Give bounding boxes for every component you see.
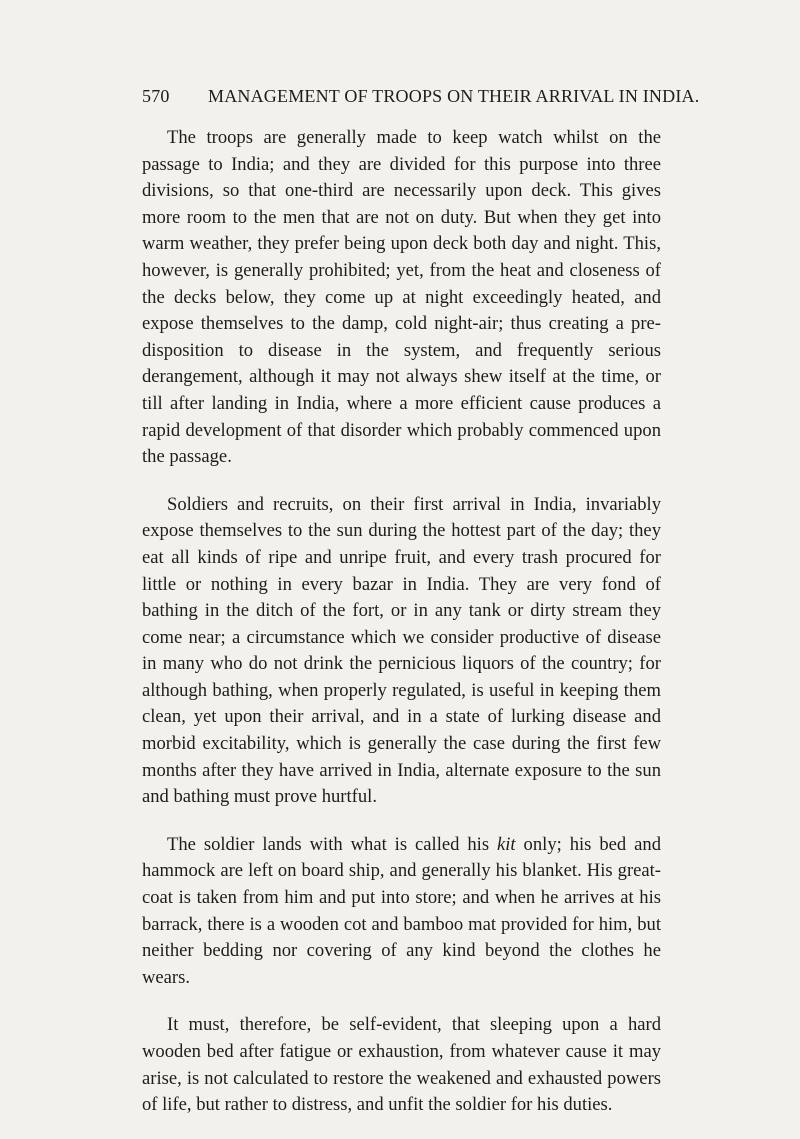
paragraph-3-start: The soldier lands with what is called his — [167, 833, 498, 855]
running-head — [142, 86, 700, 107]
page-number: 570 — [142, 86, 170, 106]
paragraph-3-end: only; his bed and hammock are left on board ship, and generally his blanket. His great-coat is taken from him and put into store; and when he arrives at his barrack, there is a wooden cot and bamboo mat provided for him, but neither bedding nor covering of any kind beyond the clothes he wears. — [142, 833, 661, 988]
chapter-title: MANAGEMENT OF TROOPS ON THEIR ARRIVAL IN INDIA. — [208, 86, 700, 106]
body-text — [142, 125, 661, 1119]
paragraph-4: It must, therefore, be self-evident, that sleeping upon a hard wooden bed after fatigue or exhaustion, from whatever cause it may arise, is not calculated to restore the weakened and exhausted powers of life, but rather to distress, and unfit the soldier for his duties. — [142, 1014, 661, 1116]
paragraph-1: The troops are generally made to keep watch whilst on the passage to India; and they are divided for this purpose into three divisions, so that one-third are necessarily upon deck. This gives more room to the men that are not on duty. But when they get into warm weather, they prefer being upon deck both day and night. This, however, is generally prohibited; yet, from the heat and closeness of the decks below, they come up at night exceedingly heated, and expose themselves to the damp, cold night-air; thus creating a pre-disposition to disease in the system, and frequently serious derangement, although it may not always shew itself at the time, or till after landing in India, where a more efficient cause produces a rapid development of that disorder which probably commenced upon the passage. — [142, 127, 661, 468]
paragraph-2: Soldiers and recruits, on their first arrival in India, invariably expose themselves to the sun during the hottest part of the day; they eat all kinds of ripe and unripe fruit, and every trash procured for little or nothing in every bazar in India. They are very fond of bathing in the ditch of the fort, or in any tank or dirty stream they come near; a circumstance which we consider productive of disease in many who do not drink the pernicious liquors of the country; for although bathing, when properly regulated, is useful in keeping them clean, yet upon their arrival, and in a state of lurking disease and morbid excitability, which is generally the case during the first few months after they have arrived in India, alternate exposure to the sun and bathing must prove hurtful. — [142, 493, 661, 808]
paragraph-3 — [142, 832, 661, 992]
kit-emphasis: kit — [497, 833, 516, 855]
